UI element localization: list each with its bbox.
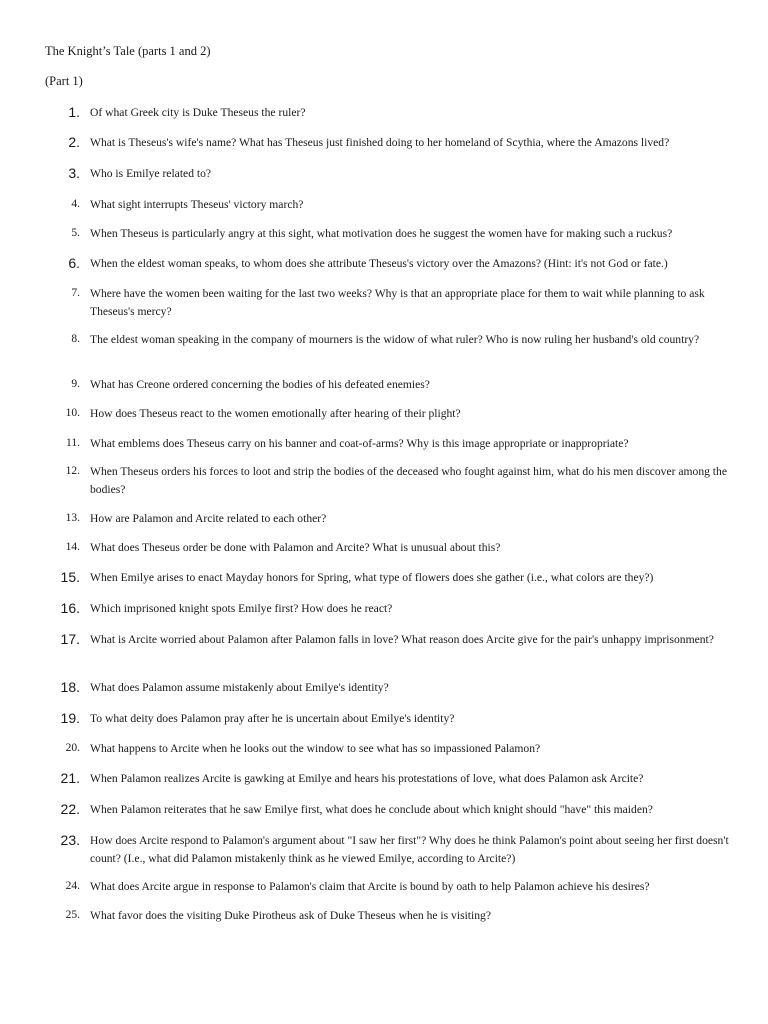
question-number: 22. xyxy=(60,801,80,817)
question-text: Which imprisoned knight spots Emilye first? How does he react? xyxy=(90,602,393,615)
question-text: What is Theseus's wife's name? What has Theseus just finished doing to her homeland of Scythia, where the Amazons lived? xyxy=(90,136,670,149)
question-text: Who is Emilye related to? xyxy=(90,167,212,180)
question-number: 20. xyxy=(65,742,80,754)
question-number: 12. xyxy=(65,465,80,477)
question-text: When the eldest woman speaks, to whom does she attribute Theseus's victory over the Amazons? (Hint: it's not God or fate.) xyxy=(90,257,668,270)
question-text: What emblems does Theseus carry on his banner and coat-of-arms? Why is this image appropriate or inappropriate? xyxy=(90,437,629,450)
question-text: Of what Greek city is Duke Theseus the ruler? xyxy=(90,106,306,119)
document-title: The Knight’s Tale (parts 1 and 2) xyxy=(45,44,211,58)
question-text: To what deity does Palamon pray after he is uncertain about Emilye's identity? xyxy=(90,712,455,725)
question-text: How does Theseus react to the women emotionally after hearing of their plight? xyxy=(90,407,461,420)
question-text: What sight interrupts Theseus' victory march? xyxy=(90,198,304,211)
question-number: 25. xyxy=(65,909,80,921)
question-number: 23. xyxy=(60,832,80,848)
question-number: 10. xyxy=(65,407,80,419)
question-number: 9. xyxy=(71,378,80,390)
question-number: 5. xyxy=(71,227,80,239)
question-text: When Theseus orders his forces to loot and strip the bodies of the deceased who fought against him, what do his men discover among the bodies? xyxy=(90,465,727,496)
question-text: What does Arcite argue in response to Palamon's claim that Arcite is bound by oath to help Palamon achieve his desires? xyxy=(90,880,650,893)
question-text: When Palamon realizes Arcite is gawking at Emilye and hears his protestations of love, what does Palamon ask Arcite? xyxy=(90,772,644,785)
question-number: 24. xyxy=(65,880,80,892)
question-number: 21. xyxy=(60,770,80,786)
question-text: When Emilye arises to enact Mayday honors for Spring, what type of flowers does she gather (i.e., what colors are they?) xyxy=(90,571,654,584)
question-number: 11. xyxy=(66,437,80,449)
question-text: What does Palamon assume mistakenly about Emilye's identity? xyxy=(90,681,389,694)
question-number: 2. xyxy=(68,134,80,150)
part-heading: (Part 1) xyxy=(45,74,83,88)
question-number: 3. xyxy=(68,165,80,181)
question-number: 15. xyxy=(60,569,80,585)
question-text: What favor does the visiting Duke Pirotheus ask of Duke Theseus when he is visiting? xyxy=(90,909,491,922)
question-number: 6. xyxy=(68,255,80,271)
question-number: 1. xyxy=(68,104,80,120)
question-text: What has Creone ordered concerning the bodies of his defeated enemies? xyxy=(90,378,430,391)
question-text: The eldest woman speaking in the company of mourners is the widow of what ruler? Who is now ruling her husband's old country? xyxy=(90,333,700,346)
question-number: 4. xyxy=(71,198,80,210)
question-text: How are Palamon and Arcite related to each other? xyxy=(90,512,327,525)
question-number: 8. xyxy=(71,333,80,345)
question-number: 18. xyxy=(60,679,80,695)
question-text: How does Arcite respond to Palamon's argument about "I saw her first"? Why does he think Palamon's point about seeing her first doesn't count? (I.e., what did Palamon mistakenly think as he viewed Emilye, according to Arcite?) xyxy=(90,834,729,865)
question-number: 16. xyxy=(60,600,80,616)
question-number: 14. xyxy=(65,541,80,553)
question-number: 19. xyxy=(60,710,80,726)
question-text: When Palamon reiterates that he saw Emilye first, what does he conclude about which knight should "have" this maiden? xyxy=(90,803,653,816)
question-number: 17. xyxy=(60,631,80,647)
question-text: Where have the women been waiting for the last two weeks? Why is that an appropriate place for them to wait while planning to ask Theseus's mercy? xyxy=(90,287,705,318)
question-text: What happens to Arcite when he looks out the window to see what has so impassioned Palamon? xyxy=(90,742,541,755)
question-text: When Theseus is particularly angry at this sight, what motivation does he suggest the women have for making such a ruckus? xyxy=(90,227,673,240)
question-text: What does Theseus order be done with Palamon and Arcite? What is unusual about this? xyxy=(90,541,501,554)
question-number: 7. xyxy=(71,287,80,299)
question-number: 13. xyxy=(65,512,80,524)
question-text: What is Arcite worried about Palamon after Palamon falls in love? What reason does Arcite give for the pair's unhappy imprisonment? xyxy=(90,633,714,646)
